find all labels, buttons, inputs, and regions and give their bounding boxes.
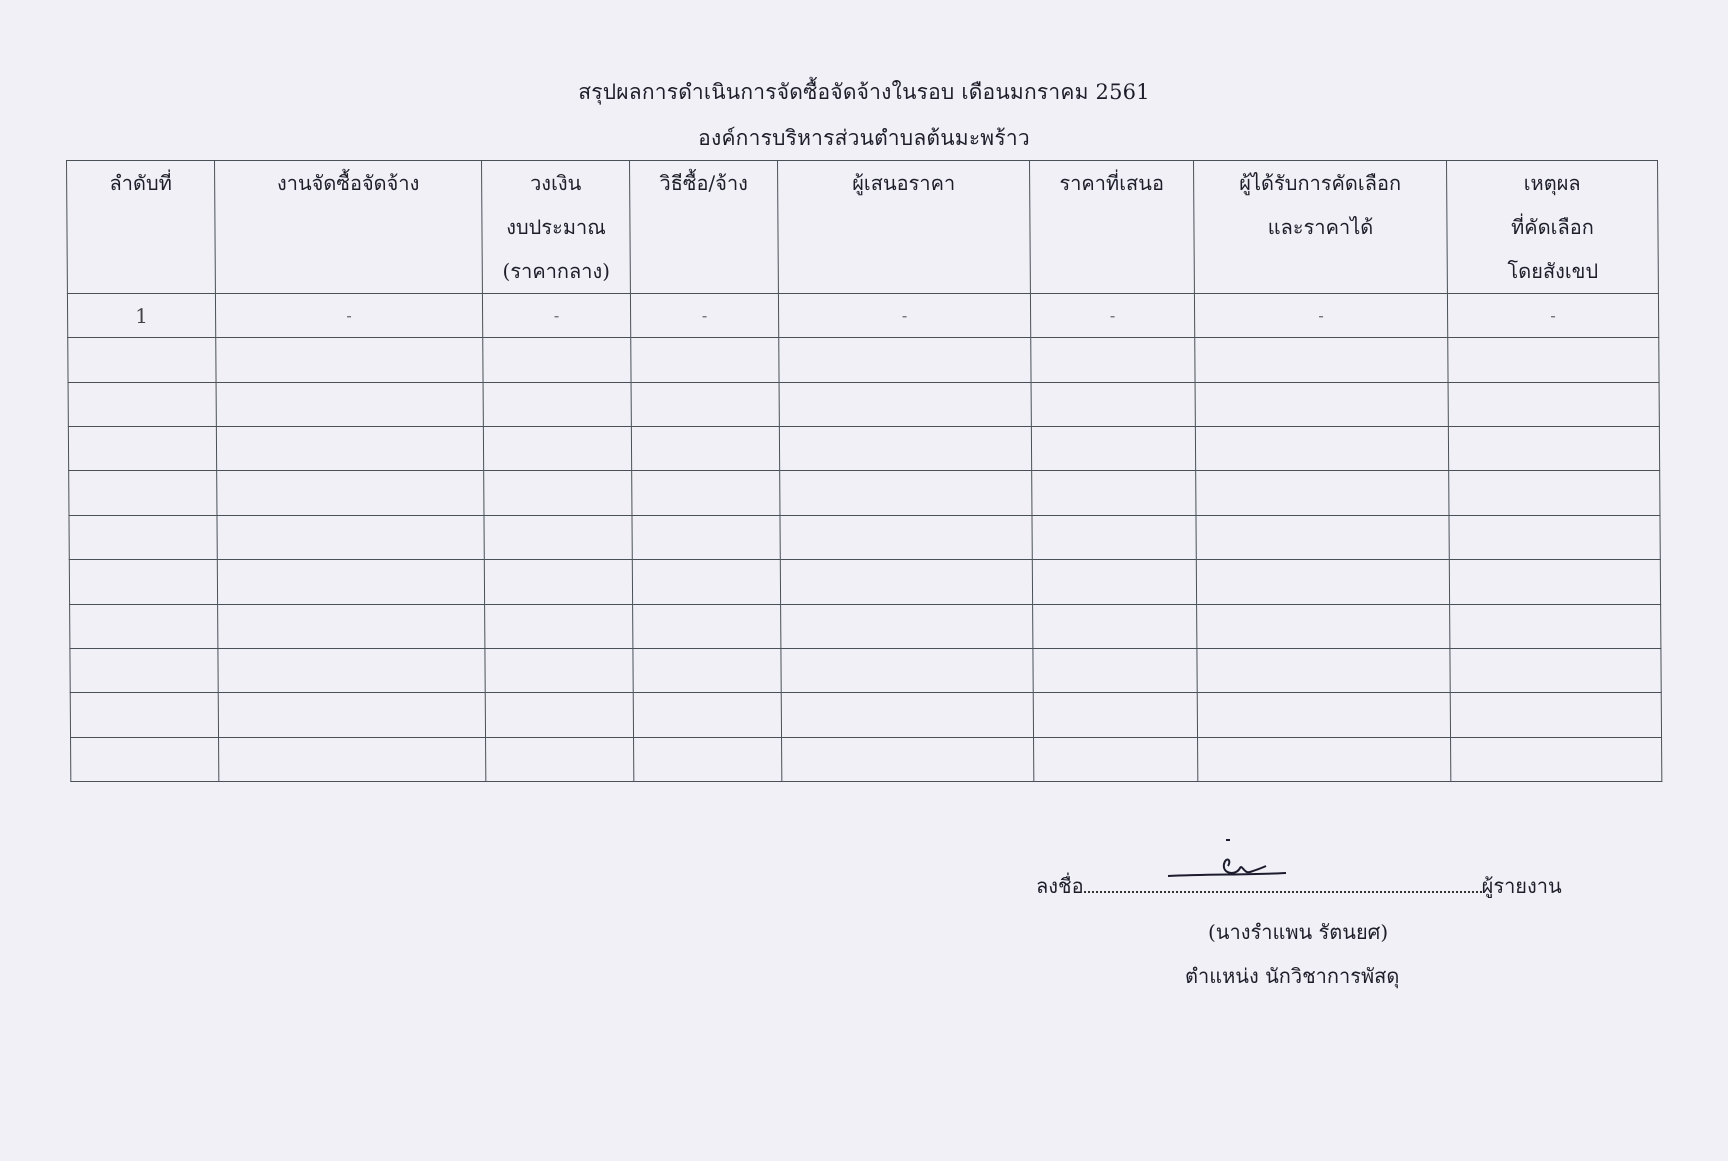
column-header-line: ที่คัดเลือก (1510, 215, 1594, 239)
table-cell (631, 382, 779, 426)
table-cell (633, 693, 781, 737)
table-cell (485, 693, 633, 737)
table-cell (219, 737, 486, 781)
column-header-line: ผู้ได้รับการคัดเลือก (1239, 171, 1402, 195)
table-cell (632, 471, 780, 515)
table-cell (483, 382, 631, 426)
table-row (68, 427, 1659, 471)
table-cell (1451, 737, 1662, 781)
table-cell (484, 471, 632, 515)
table-cell: 1 (67, 294, 215, 338)
table-cell (1450, 604, 1661, 648)
column-header (482, 161, 631, 294)
table-cell (486, 737, 634, 781)
table-cell: - (1194, 294, 1447, 338)
table-row (70, 693, 1661, 737)
table-cell (632, 515, 780, 559)
table-cell (68, 382, 216, 426)
table-cell (485, 648, 633, 692)
table-cell (1197, 693, 1450, 737)
column-header-line: เหตุผล (1523, 171, 1581, 195)
table-cell (1448, 427, 1659, 471)
table-cell (1195, 427, 1448, 471)
table-cell (217, 471, 484, 515)
table-cell: - (215, 294, 482, 338)
table-row (70, 648, 1661, 692)
table-cell (1033, 648, 1197, 692)
table-cell (633, 604, 781, 648)
table-row (68, 382, 1659, 426)
table-cell (216, 338, 483, 382)
table-cell (1449, 471, 1660, 515)
table-cell (1032, 471, 1196, 515)
table-row (69, 560, 1660, 604)
table-cell (71, 737, 219, 781)
procurement-table (66, 160, 1662, 782)
signer-position: ตำแหน่ง นักวิชาการพัสดุ (1185, 964, 1400, 988)
table-cell (484, 560, 632, 604)
table-cell (1197, 604, 1450, 648)
table-cell (633, 648, 781, 692)
table-cell (779, 427, 1031, 471)
column-header-line: ผู้เสนอราคา (852, 171, 956, 195)
table-cell (1195, 338, 1448, 382)
table-cell (70, 604, 218, 648)
column-header-line: (ราคากลาง) (502, 259, 611, 283)
table-cell (1033, 604, 1197, 648)
table-cell (218, 693, 485, 737)
table-cell (1450, 693, 1661, 737)
table-cell (69, 471, 217, 515)
table-cell: - (778, 294, 1030, 338)
table-cell (1031, 338, 1195, 382)
column-header (67, 161, 216, 294)
table-row (69, 515, 1660, 559)
table-cell (631, 427, 779, 471)
table-cell: - (482, 294, 630, 338)
column-header (1194, 161, 1448, 294)
table-cell (779, 382, 1031, 426)
organization-name: องค์การบริหารส่วนตำบลต้นมะพร้าว (698, 126, 1030, 150)
table-cell (631, 338, 779, 382)
table-cell (1032, 515, 1196, 559)
table-body (67, 294, 1661, 782)
table-cell (1448, 382, 1659, 426)
column-header (215, 161, 483, 294)
table-row (68, 338, 1659, 382)
column-header-line: และราคาได้ (1267, 215, 1374, 239)
table-cell (483, 427, 631, 471)
signer-name: (นางรำแพน รัตนยศ) (1208, 920, 1389, 944)
table-cell (68, 338, 216, 382)
signature-line (1036, 870, 1562, 902)
table-cell: - (1447, 294, 1658, 338)
table-cell (632, 560, 780, 604)
sign-suffix: ผู้รายงาน (1481, 874, 1562, 898)
table-cell (634, 737, 782, 781)
signature-dots (1084, 875, 1482, 893)
table-cell (218, 648, 485, 692)
table-cell (1031, 382, 1195, 426)
table-cell (1195, 382, 1448, 426)
table-cell (1196, 560, 1449, 604)
table-cell (484, 515, 632, 559)
table-cell (782, 737, 1034, 781)
column-header-line: โดยสังเขป (1507, 259, 1599, 283)
table-header (67, 161, 1659, 294)
table-cell (781, 648, 1033, 692)
table-cell (483, 338, 631, 382)
column-header-line: ราคาที่เสนอ (1059, 171, 1164, 195)
table-cell (779, 338, 1031, 382)
sign-prefix: ลงชื่อ (1036, 874, 1084, 898)
table-cell (1198, 737, 1451, 781)
table-cell (68, 427, 216, 471)
column-header (1030, 161, 1195, 294)
column-header (630, 161, 779, 294)
table-cell (1448, 338, 1659, 382)
table-row (67, 294, 1658, 338)
table-cell (217, 560, 484, 604)
table-cell (1196, 471, 1449, 515)
column-header-line: งานจัดซื้อจัดจ้าง (276, 171, 420, 195)
table-cell (1196, 515, 1449, 559)
table-cell: - (630, 294, 778, 338)
table-cell (216, 382, 483, 426)
table-cell (780, 471, 1032, 515)
table-cell (216, 427, 483, 471)
column-header (1447, 161, 1659, 294)
column-header (778, 161, 1031, 294)
table-cell: - (1030, 294, 1194, 338)
table-cell (485, 604, 633, 648)
document-title: สรุปผลการดำเนินการจัดซื้อจัดจ้างในรอบ เดือนมกราคม 2561 (578, 80, 1150, 104)
table-cell (218, 604, 485, 648)
table-cell (781, 604, 1033, 648)
column-header-line: งบประมาณ (506, 215, 606, 239)
table-cell (70, 693, 218, 737)
table-cell (1034, 737, 1198, 781)
table-cell (70, 648, 218, 692)
column-header-line: วงเงิน (529, 171, 582, 195)
table-cell (69, 515, 217, 559)
table-cell (1197, 648, 1450, 692)
table-cell (1449, 560, 1660, 604)
table-cell (780, 560, 1032, 604)
table-cell (1032, 560, 1196, 604)
table-cell (217, 515, 484, 559)
table-cell (69, 560, 217, 604)
table-cell (1450, 648, 1661, 692)
table-cell (1449, 515, 1660, 559)
table-row (71, 737, 1662, 781)
table-cell (1031, 427, 1195, 471)
table-row (69, 471, 1660, 515)
table-cell (1033, 693, 1197, 737)
table-cell (780, 515, 1032, 559)
column-header-line: วิธีซื้อ/จ้าง (659, 171, 748, 195)
table-cell (781, 693, 1033, 737)
column-header-line: ลำดับที่ (109, 171, 172, 195)
table-row (70, 604, 1661, 648)
